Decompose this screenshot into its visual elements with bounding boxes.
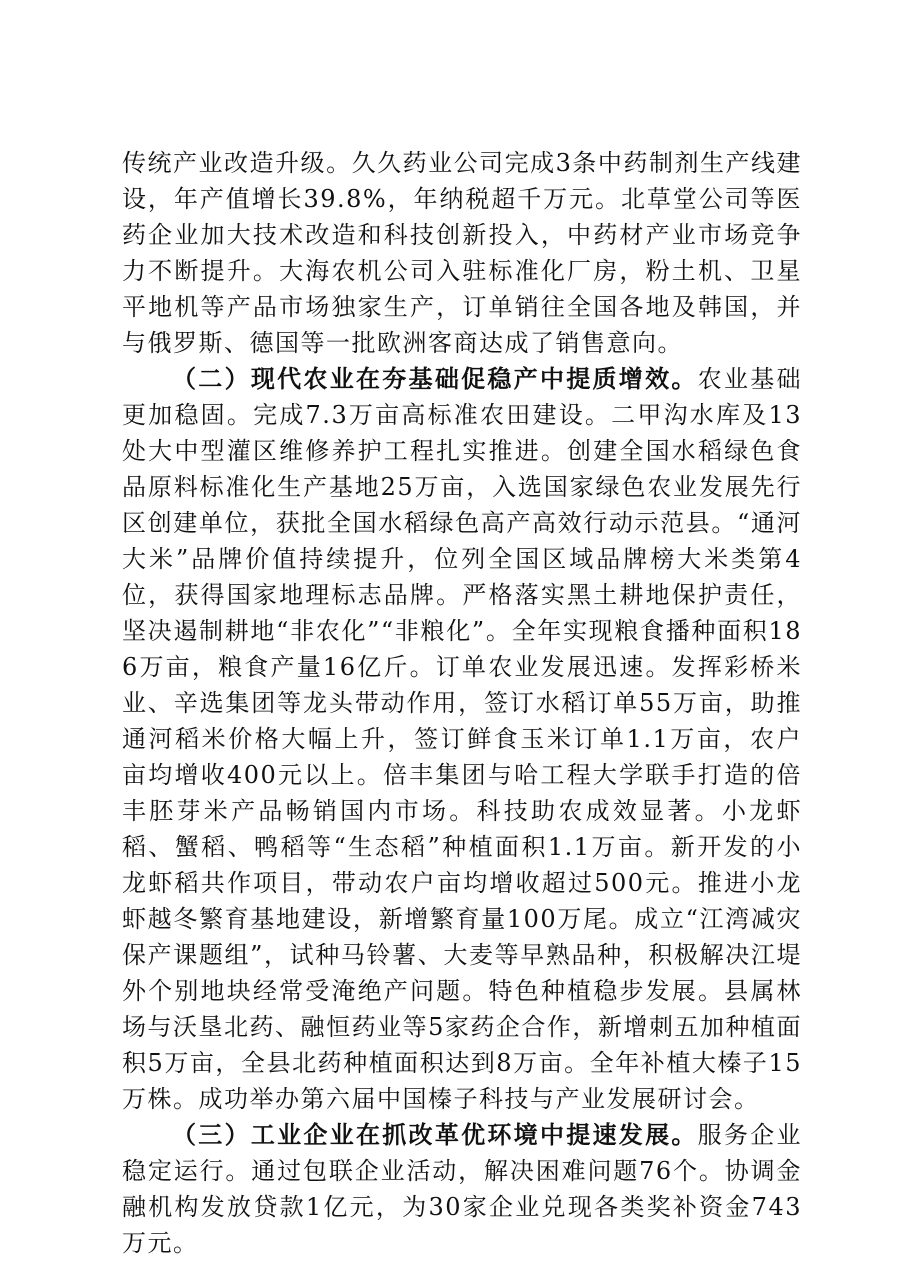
paragraph-industrial-enterprises bbox=[122, 1117, 802, 1261]
paragraph-industry-upgrade bbox=[122, 145, 802, 361]
document-body bbox=[122, 145, 802, 1261]
paragraph-text: 农业基础更加稳固。完成7.3万亩高标准农田建设。二甲沟水库及13处大中型灌区维修养护工程扎实推进。创建全国水稻绿色食品原料标准化生产基地25万亩，入选国家绿色农业发展先行区创建单位，获批全国水稻绿色高产高效行动示范县。“通河大米”品牌价值持续提升，位列全国区域品牌榜大米类第4位，获得国家地理标志品牌。严格落实黑土耕地保护责任，坚决遏制耕地“非农化”“非粮化”。全年实现粮食播种面积186万亩，粮食产量16亿斤。订单农业发展迅速。发挥彩桥米业、辛选集团等龙头带动作用，签订水稻订单55万亩，助推通河稻米价格大幅上升，签订鲜食玉米订单1.1万亩，农户亩均增收400元以上。倍丰集团与哈工程大学联手打造的倍丰胚芽米产品畅销国内市场。科技助农成效显著。小龙虾稻、蟹稻、鸭稻等“生态稻”种植面积1.1万亩。新开发的小龙虾稻共作项目，带动农户亩均增收超过500元。推进小龙虾越冬繁育基地建设，新增繁育量100万尾。成立“江湾减灾保产课题组”，试种马铃薯、大麦等早熟品种，积极解决江堤外个别地块经常受淹绝产问题。特色种植稳步发展。县属林场与沃垦北药、融恒药业等5家药企合作，新增刺五加种植面积5万亩，全县北药种植面积达到8万亩。全年补植大榛子15万株。成功举办第六届中国榛子科技与产业发展研讨会。 bbox=[122, 365, 803, 1113]
section-heading-industry: （三）工业企业在抓改革优环境中提速发展。 bbox=[172, 1120, 698, 1149]
paragraph-text: 服务企业稳定运行。通过包联企业活动，解决困难问题76个。协调金融机构发放贷款1亿元，为30家企业兑现各类奖补资金743万元。 bbox=[122, 1121, 803, 1257]
paragraph-text: 传统产业改造升级。久久药业公司完成3条中药制剂生产线建设，年产值增长39.8%，年纳税超千万元。北草堂公司等医药企业加大技术改造和科技创新投入，中药材产业市场竞争力不断提升。大海农机公司入驻标准化厂房，粉土机、卫星平地机等产品市场独家生产，订单销往全国各地及韩国，并与俄罗斯、德国等一批欧洲客商达成了销售意向。 bbox=[122, 149, 802, 357]
paragraph-modern-agriculture bbox=[122, 361, 802, 1117]
section-heading-agriculture: （二）现代农业在夯基础促稳产中提质增效。 bbox=[172, 364, 698, 393]
